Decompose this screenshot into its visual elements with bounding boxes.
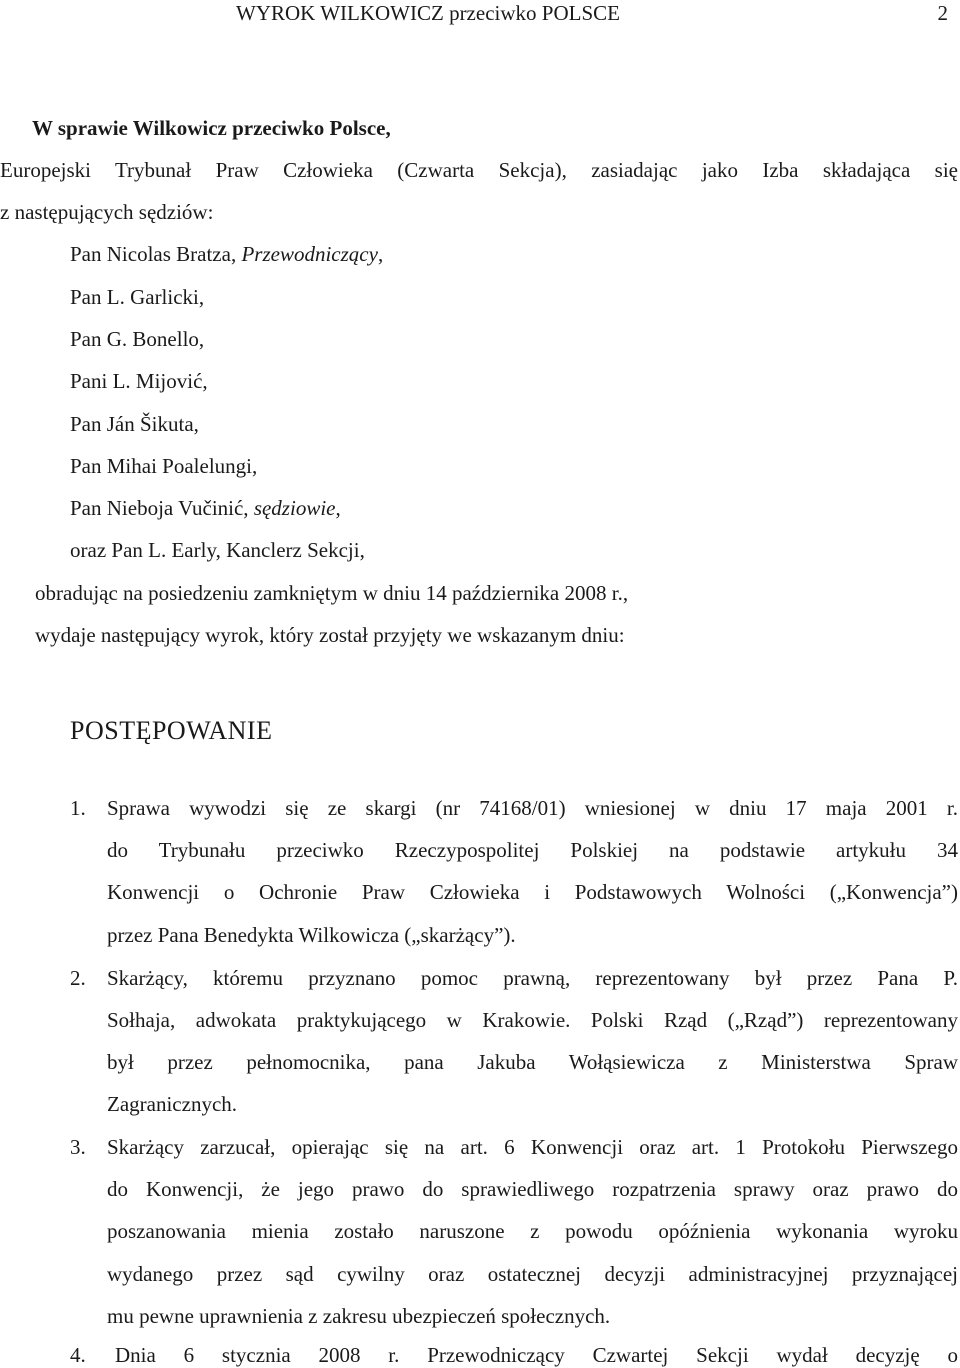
paragraph-number: 4. [70, 1343, 86, 1367]
court-line-2: z następujących sędziów: [0, 200, 214, 224]
paragraph-line: Konwencji o Ochronie Praw Człowieka i Podstawowych Wolności („Konwencja”) [107, 880, 958, 904]
paragraph-number: 3. [70, 1135, 86, 1159]
judge-item: Pan Nieboja Vučinić, sędziowie, [70, 496, 341, 520]
paragraph-line: Sprawa wywodzi się ze skargi (nr 74168/01) wniesionej w dniu 17 maja 2001 r. [107, 796, 958, 820]
judge-item: Pan Nicolas Bratza, Przewodniczący, [70, 242, 384, 266]
page-number: 2 [937, 1, 948, 25]
judge-item: Pan Mihai Poalelungi, [70, 454, 258, 478]
judge-item: Pani L. Mijović, [70, 369, 208, 393]
judge-item: Pan L. Garlicki, [70, 285, 205, 309]
paragraph-line: Skarżący, któremu przyznano pomoc prawną, reprezentowany był przez Pana P. [107, 966, 958, 990]
deliberation-line: obradując na posiedzeniu zamkniętym w dniu 14 października 2008 r., [35, 581, 629, 605]
paragraph-line: Sołhaja, adwokata praktykującego w Krakowie. Polski Rząd („Rząd”) reprezentowany [107, 1008, 958, 1032]
paragraph-line: Dnia 6 stycznia 2008 r. Przewodniczący Czwartej Sekcji wydał decyzję o [115, 1343, 958, 1367]
document-title: WYROK WILKOWICZ przeciwko POLSCE [236, 1, 620, 25]
delivers-line: wydaje następujący wyrok, który został przyjęty we wskazanym dniu: [35, 623, 625, 647]
paragraph-line: Zagranicznych. [107, 1092, 238, 1116]
case-title: W sprawie Wilkowicz przeciwko Polsce, [32, 116, 391, 140]
paragraph-line: poszanowania mienia zostało naruszone z powodu opóźnienia wykonania wyroku [107, 1219, 958, 1243]
paragraph-number: 2. [70, 966, 86, 990]
paragraph-line: do Trybunału przeciwko Rzeczypospolitej Polskiej na podstawie artykułu 34 [107, 838, 958, 862]
paragraph-line: przez Pana Benedykta Wilkowicza („skarżący”). [107, 923, 516, 947]
court-line-1: Europejski Trybunał Praw Człowieka (Czwarta Sekcja), zasiadając jako Izba składająca się [0, 158, 958, 182]
paragraph-line: do Konwencji, że jego prawo do sprawiedliwego rozpatrzenia sprawy oraz prawo do [107, 1177, 958, 1201]
paragraph-line: Skarżący zarzucał, opierając się na art. 6 Konwencji oraz art. 1 Protokołu Pierwszego [107, 1135, 958, 1159]
judge-item: Pan G. Bonello, [70, 327, 205, 351]
registrar-line: oraz Pan L. Early, Kanclerz Sekcji, [70, 538, 365, 562]
paragraph-line: był przez pełnomocnika, pana Jakuba Wołąsiewicza z Ministerstwa Spraw [107, 1050, 958, 1074]
judge-item: Pan Ján Šikuta, [70, 412, 199, 436]
paragraph-number: 1. [70, 796, 86, 820]
paragraph-line: wydanego przez sąd cywilny oraz ostatecznej decyzji administracyjnej przyznającej [107, 1262, 958, 1286]
section-heading: POSTĘPOWANIE [70, 716, 273, 745]
paragraph-line: mu pewne uprawnienia z zakresu ubezpieczeń społecznych. [107, 1304, 611, 1328]
